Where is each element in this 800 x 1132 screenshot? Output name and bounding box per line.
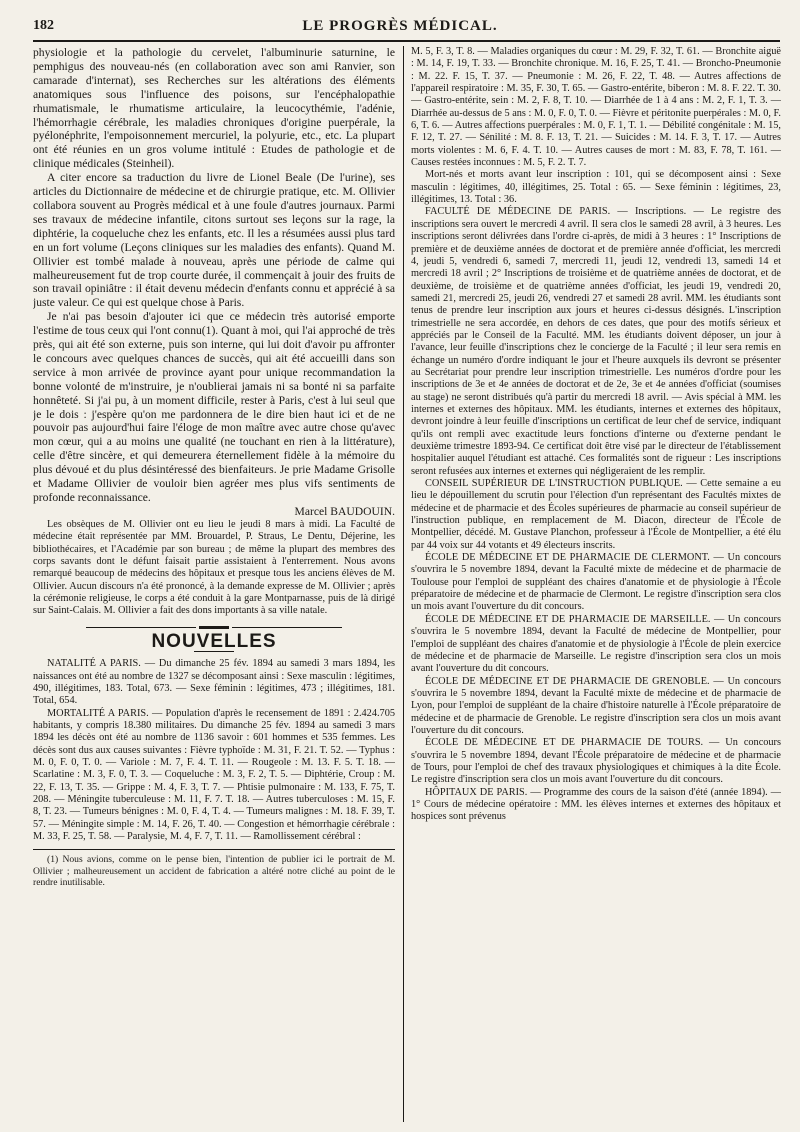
paragraph-beale: A citer encore sa traduction du livre de Lionel Beale (De l'urine), ses articles du Dictionnaire de médecine et de chirurgie pratique, etc. M. Ollivier collabora souvent au Progrès médical et à une foule d'autres journaux. Parmi ses travaux de médecine infantile, citons surtout ses leçons sur la rage, la diphtérie, la coqueluche chez les enfants, etc. Il les a résumées aussi plus tard en un fort volume (Leçons cliniques sur les maladies des enfants). Quand M. Ollivier est tombé malade à nouveau, après une période de calme qui malheureusement fut de trop courte durée, il commençait à jouir des fruits de son travail opiniâtre : il était devenu médecin d'enfants connu et apprécié à sa juste valeur. Ce qui est quelque chose à Paris. bbox=[33, 171, 395, 310]
header-rule bbox=[33, 40, 780, 42]
footnote: (1) Nous avions, comme on le pense bien, l'intention de publier ici le portrait de M. Ollivier ; malheureusement un accident de fabrication a altéré notre cliché au point de le rendre inutilisable. bbox=[33, 854, 395, 889]
paragraph-conseil: CONSEIL SUPÉRIEUR DE L'INSTRUCTION PUBLIQUE. — Cette semaine a eu lieu le dépouillement du scrutin pour l'élection d'un représentant des Facultés mixtes de médecine et de pharmacie et des Écoles supérieures de pharmacie au conseil supérieur de l'instruction publique, en remplacement de M. Diacon, directeur de l'École de Montpellier, décédé. M. Gustave Planchon, professeur à l'École de Montpellier, a été élu par 44 voix sur 44 votants et 49 électeurs inscrits. bbox=[411, 478, 781, 551]
paragraph-marseille: ÉCOLE DE MÉDECINE ET DE PHARMACIE DE MARSEILLE. — Un concours s'ouvrira le 5 novembre 1894, devant la Faculté de médecine de Montpellier, pour l'emploi de suppléant des chaires d'anatomie et de physiologie à l'École de plein exercice de médecine et de pharmacie de Marseille. Le registre d'inscription sera clos un mois avant l'ouverture du dit concours. bbox=[411, 613, 781, 675]
right-column bbox=[411, 46, 781, 1124]
paragraph-grenoble: ÉCOLE DE MÉDECINE ET DE PHARMACIE DE GRENOBLE. — Un concours s'ouvrira le 5 novembre 1894, devant la Faculté mixte de médecine et de pharmacie de Lyon, pour l'emploi de suppléant de la chaire d'histoire naturelle à l'École préparatoire de médecine et de pharmacie de Grenoble. Le registre d'inscription sera clos un mois avant l'ouverture du dit concours. bbox=[411, 675, 781, 736]
column-divider bbox=[403, 46, 404, 1122]
paragraph-intro: physiologie et la pathologie du cervelet, l'albuminurie saturnine, le pemphigus des nouveau-nés (en collaboration avec son ami Ranvier, son camarade d'internat), ses Recherches sur les altérations des éléments anatomiques sous l'influence des poisons, sur l'encéphalopathie rhumatismale, le rhumatisme articulaire, la leucocythémie, l'adénie, l'hémorrhagie cérébrale, les maladies chroniques d'origine puerpérale, la pyélonéphrite, l'empoisonnement mercuriel, la polyurie, etc., etc. La plupart ont été réunies en un gros volume intitulé : Etudes de pathologie et de clinique médicales (Steinheil). bbox=[33, 46, 395, 171]
left-column bbox=[33, 46, 395, 1124]
paragraph-hopitaux: HÔPITAUX DE PARIS. — Programme des cours de la saison d'été (année 1894). — 1° Cours de médecine opératoire : MM. les élèves internes et externes des hôpitaux et hospices sont prévenus bbox=[411, 786, 781, 823]
paragraph-clermont: ÉCOLE DE MÉDECINE ET DE PHARMACIE DE CLERMONT. — Un concours s'ouvrira le 5 novembre 1894, devant la Faculté mixte de médecine et de pharmacie de Toulouse pour l'emploi de suppléant des chaires d'anatomie et de physiologie à l'École préparatoire de médecine et de pharmacie de Clermont. Le registre d'inscription sera clos un mois avant l'ouverture du dit concours. bbox=[411, 552, 781, 613]
section-title: NOUVELLES bbox=[151, 630, 277, 652]
running-head: LE PROGRÈS MÉDICAL. bbox=[302, 18, 498, 34]
paragraph-mort-nes: Mort-nés et morts avant leur inscription : 101, qui se décomposent ainsi : Sexe masculin : légitimes, 40, illégitimes, 25. Total : 65. — Sexe féminin : légitimes, 23, illégitimes, 13. Total : 36. bbox=[411, 169, 781, 206]
footnote-rule bbox=[33, 849, 395, 850]
page-number: 182 bbox=[33, 18, 54, 33]
paragraph-eloge: Je n'ai pas besoin d'ajouter ici que ce médecin très autorisé emporte l'estime de tous ceux qui l'ont connu(1). Quant à moi, qui l'ai approché de très près, qui ait été son externe, puis son interne, qui lui doit d'avoir pu affronter le concours avec quelques chances de succès, qui ait été accueilli dans son service à mon arrivée de province ayant pour unique recommandation la bonne volonté de m'instruire, je n'oublierai jamais ni sa bonté ni sa parfaite honnêteté. Si j'ai pu, à un moment difficile, rester à Paris, c'est à lui seul que je le dois : j'espère qu'on me pardonnera de le dire bien haut ici et de ne pouvoir pas aujourd'hui faire l'éloge de mon maître avec autre chose qu'avec mon cœur, qui a au moins une qualité (ne touchant en rien à la littérature), celle d'être sincère, et qui demeurera éternellement fidèle à la mémoire du plus dévoué et du plus désintéressé des bienfaiteurs. Je prie Madame Grisolle et Madame Ollivier de vouloir bien agréer mes plus vifs sentiments de profonde reconnaissance. bbox=[33, 310, 395, 504]
paragraph-obseques: Les obsèques de M. Ollivier ont eu lieu le jeudi 8 mars à midi. La Faculté de médecine était représentée par MM. Brouardel, P. Straus, Le Dentu, Déjerine, les bibliothécaires, et l'Académie par son bureau ; de même la plupart des membres des corps savants dont le défunt faisait partie assistaient à l'enterrement. Nous avons remarqué beaucoup de médecins des hôpitaux et presque tous les anciens élèves de M. Ollivier. Aucun discours n'a été prononcé, à la demande expresse de M. Ollivier ; après la cérémonie religieuse, le corps a été conduit à la gare Montparnasse, puis de là dirigé sur Saint-Calais. M. Ollivier a fait des dons importants à sa ville natale. bbox=[33, 518, 395, 617]
paragraph-tours: ÉCOLE DE MÉDECINE ET DE PHARMACIE DE TOURS. — Un concours s'ouvrira le 5 novembre 1894, devant l'École préparatoire de médecine et de pharmacie de Tours, pour l'emploi de chef des travaux physiologiques et chimiques à la dite École. Le registre d'inscription sera clos un mois avant l'ouverture du dit concours. bbox=[411, 737, 781, 786]
paragraph-mortalite: MORTALITÉ A PARIS. — Population d'après le recensement de 1891 : 2.424.705 habitants, y compris 18.380 militaires. Du dimanche 25 fév. 1894 au samedi 3 mars 1894 les décès ont été au nombre de 1136 savoir : 601 hommes et 535 femmes. Les décès sont dus aux causes suivantes : Fièvre typhoïde : M. 31, F. 21. T. 52. — Typhus : M. 0, F. 0, T. 0. — Variole : M. 7, F. 4. T. 11. — Rougeole : M. 13. F. 5. T. 18. — Scarlatine : M. 3, F. 0, T. 3. — Coqueluche : M. 3, F. 2, T. 5. — Diphtérie, Croup : M. 22, F. 13, T. 35. — Grippe : M. 4, F. 3, T. 7. — Phtisie pulmonaire : M. 133, F. 75, T. 208. — Méningite tuberculeuse : M. 11, F. 7. T. 18. — Autres tuberculoses : M. 15, F. 8, T. 23. — Tumeurs bénignes : M. 0, F. 4, T. 4. — Tumeurs malignes : M. 18. F. 39, T. 57. — Méningite simple : M. 14, F. 26, T. 40. — Congestion et hémorrhagie cérébrale : M. 33, F. 25, T. 58. — Paralysie, M. 4, F. 7, T. 11. — Ramollissement cérébral : bbox=[33, 707, 395, 843]
signature: Marcel BAUDOUIN. bbox=[294, 504, 395, 518]
paragraph-mortalite-cont: M. 5, F. 3, T. 8. — Maladies organiques du cœur : M. 29, F. 32, T. 61. — Bronchite aiguë : M. 14, F. 19, T. 33. — Bronchite chronique. M. 16, F. 25, T. 41. — Broncho-Pneumonie : M. 22. F. 15, T. 37. — Pneumonie : M. 26, F. 22, T. 48. — Autres affections de l'appareil respiratoire : M. 35, F. 30, T. 65. — Gastro-entérite, biberon : M. 8. F. 22. T. 30. — Gastro-entérite, sein : M. 2, F. 8, T. 10. — Diarrhée de 1 à 4 ans : M. 2, F. 1, T. 3. — Diarrhée au-dessus de 5 ans : M. 0, F. 0, T. 0. — Fièvre et péritonite puerpérales : M. 0, F. 6, T. 6. — Autres affections puerpérales : M. 0, F. 1, T. 1. — Débilité congénitale : M. 15, F. 12, T. 27. — Sénilité : M. 8. F. 13, T. 21. — Suicides : M. 14. F. 3, T. 17. — Autres morts violentes : M. 6, F. 4. T. 10. — Autres causes de mort : M. 83, F. 78, T. 161. — Causes restées inconnues : M. 5, F. 2. T. 7. bbox=[411, 46, 781, 169]
paragraph-faculte: FACULTÉ DE MÉDECINE DE PARIS. — Inscriptions. — Le registre des inscriptions sera ouvert le mercredi 4 avril. Il sera clos le samedi 28 avril, à 3 heures. Les inscriptions seront délivrées dans l'ordre ci-après, de midi à 3 heures : 1° Inscriptions de première et de deuxième années de doctorat et de première année d'officiat, les mercredi 4, jeudi 5, vendredi 6, samedi 7, mercredi 11, jeudi 12, vendredi 13, samedi 14 et mercredi 18 avril ; 2° Inscriptions de troisième et de quatrième années de doctorat, et de deuxième, de troisième et de quatrième années d'officiat, les jeudi 19, vendredi 20, samedi 21, mercredi 25, jeudi 26, vendredi 27 et samedi 28 avril. MM. les étudiants sont tenus de prendre leur inscription aux jours et heures ci-dessus désignés. L'inscription trimestrielle ne sera accordée, en dehors de ces dates, que pour des motifs sérieux et appréciés par le Conseil de la Faculté. MM. les étudiants doivent déposer, un jour à l'avance, leur feuille d'inscriptions chez le concierge de la Faculté ; il leur sera remis en échange un numéro d'ordre indiquant le jour et l'heure auxquels ils devront se présenter au Secrétariat pour prendre leur inscription trimestrielle. Les numéros d'ordre pour les inscriptions de 3e et 4e années de doctorat et de 2e, 3e et 4e années d'officiat (soumises au stage) ne seront distribués qu'à partir du mercredi 18 avril. — Avis spécial à MM. les internes et externes des hôpitaux. MM. les étudiants, internes et externes des hôpitaux, devront joindre à leur feuille d'inscriptions un certificat de leur chef de service, indiquant qu'ils ont rempli avec exactitude leurs fonctions d'interne ou d'externe pendant le deuxième trimestre 1893-94. Ce certificat doit être visé par le directeur de l'établissement hospitalier auquel l'étudiant est attaché. Ces formalités sont de rigueur : Les inscriptions seront refusées aux internes et externes qui négligeraient de les remplir. bbox=[411, 206, 781, 477]
paragraph-natalite: NATALITÉ A PARIS. — Du dimanche 25 fév. 1894 au samedi 3 mars 1894, les naissances ont été au nombre de 1327 se décomposant ainsi : Sexe masculin : légitimes, 490, illégitimes, 183. Total, 673. — Sexe féminin : légitimes, 473 ; illégitimes, 181. Total, 654. bbox=[33, 658, 395, 707]
